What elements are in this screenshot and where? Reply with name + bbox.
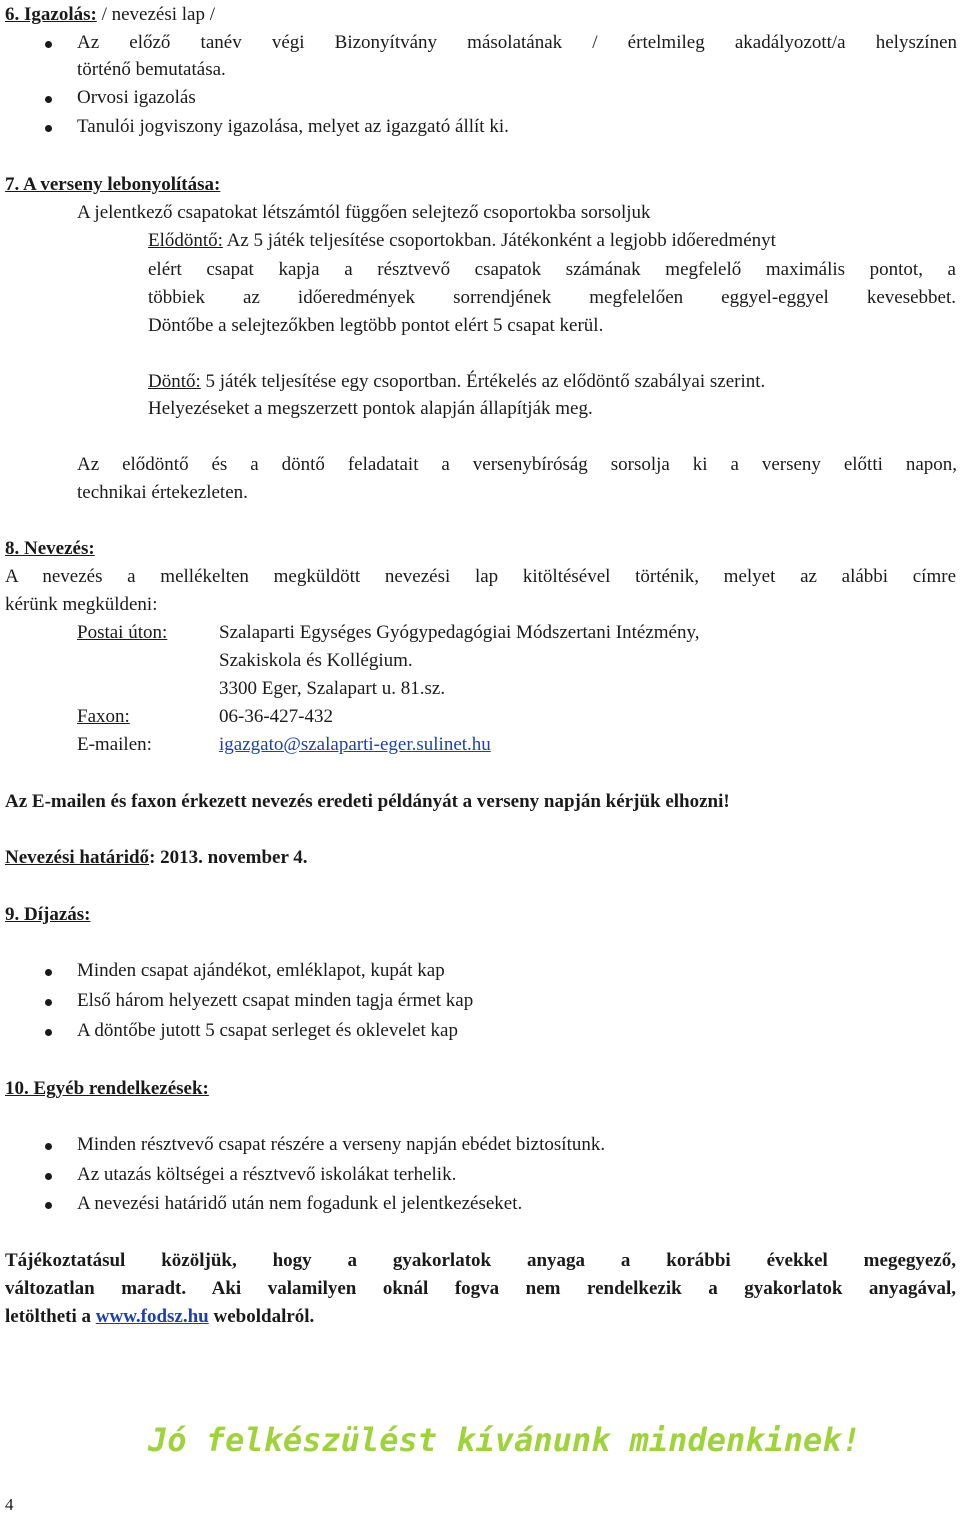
info-line-1: Tájékoztatásul közöljük, hogy a gyakorlatok anyaga a korábbi évekkel megegyező, (5, 1250, 956, 1271)
s8-warning: Az E-mailen és faxon érkezett nevezés eredeti példányát a verseny napján kérjük elhozni! (5, 791, 730, 812)
section-6-heading: 6. Igazolás: / nevezési lap / (5, 4, 216, 25)
bullet-icon (45, 41, 52, 48)
bullet-icon (45, 1029, 52, 1036)
postal-label: Postai úton: (77, 622, 168, 643)
fax-value: 06-36-427-432 (219, 706, 333, 727)
bullet-icon (45, 1143, 52, 1150)
s7-donto-line-1: Döntő: 5 játék teljesítése egy csoportban. Értékelés az elődöntő szabályai szerint. (148, 371, 766, 392)
closing-greeting: Jó felkészülést kívánunk mindenkinek! (148, 1421, 861, 1459)
s7-elodonto-line-4: Döntőbe a selejtezőkben legtöbb pontot elért 5 csapat kerül. (148, 315, 604, 336)
bullet-icon (45, 125, 52, 132)
s6-bullet-1-line-1: Az előző tanév végi Bizonyítvány másolatának / értelmileg akadályozott/a helyszínen (77, 32, 957, 53)
section-10-heading: 10. Egyéb rendelkezések: (5, 1078, 209, 1099)
s8-deadline: Nevezési határidő: 2013. november 4. (5, 847, 308, 868)
page-number: 4 (5, 1495, 14, 1514)
s7-elodonto-line-3: többiek az időeredmények sorrendjének megfelelően eggyel-eggyel kevesebbet. (148, 287, 956, 308)
s10-item-2: Az utazás költségei a résztvevő iskolákat terhelik. (77, 1164, 457, 1185)
section-8-heading: 8. Nevezés: (5, 538, 95, 559)
s7-elodonto-line-1: Elődöntő: Az 5 játék teljesítése csoportokban. Játékonként a legjobb időeredményt (148, 230, 776, 251)
bullet-icon (45, 999, 52, 1006)
bullet-icon (45, 969, 52, 976)
fax-label: Faxon: (77, 706, 130, 727)
s8-intro-line-1: A nevezés a mellékelten megküldött nevezési lap kitöltésével történik, melyet az alábbi címre (5, 566, 956, 587)
s10-item-3: A nevezési határidő után nem fogadunk el jelentkezéseket. (77, 1193, 523, 1214)
s9-item-2: Első három helyezett csapat minden tagja érmet kap (77, 990, 474, 1011)
s6-bullet-1-line-2: történő bemutatása. (77, 59, 226, 80)
fodsz-link[interactable]: www.fodsz.hu (95, 1306, 209, 1327)
s8-intro-line-2: kérünk megküldeni: (5, 594, 158, 615)
s7-elodonto-line-2: elért csapat kapja a résztvevő csapatok számának megfelelő maximális pontot, a (148, 259, 956, 280)
s7-note-line-1: Az elődöntő és a döntő feladatait a versenybíróság sorsolja ki a verseny előtti napon, (77, 454, 957, 475)
postal-address-line-1: Szalaparti Egységes Gyógypedagógiai Módszertani Intézmény, (219, 622, 700, 643)
bullet-icon (45, 1202, 52, 1209)
s9-item-3: A döntőbe jutott 5 csapat serleget és oklevelet kap (77, 1020, 458, 1041)
email-label: E-mailen: (77, 734, 152, 755)
section-9-heading: 9. Díjazás: (5, 904, 91, 925)
s7-note-line-2: technikai értekezleten. (77, 482, 248, 503)
postal-address-line-2: Szakiskola és Kollégium. (219, 650, 413, 671)
bullet-icon (45, 96, 52, 103)
info-line-2: változatlan maradt. Aki valamilyen oknál fogva nem rendelkezik a gyakorlatok anyagával, (5, 1278, 956, 1299)
section-7-heading: 7. A verseny lebonyolítása: (5, 174, 221, 195)
bullet-icon (45, 1173, 52, 1180)
info-line-3: letöltheti a www.fodsz.hu weboldalról. (5, 1306, 315, 1327)
s7-intro: A jelentkező csapatokat létszámtól függően selejtező csoportokba sorsoljuk (77, 202, 651, 223)
s6-bullet-2: Orvosi igazolás (77, 87, 196, 108)
s6-bullet-3: Tanulói jogviszony igazolása, melyet az igazgató állít ki. (77, 116, 509, 137)
postal-address-line-3: 3300 Eger, Szalapart u. 81.sz. (219, 678, 446, 699)
s7-donto-line-2: Helyezéseket a megszerzett pontok alapján állapítják meg. (148, 398, 593, 419)
s9-item-1: Minden csapat ajándékot, emléklapot, kupát kap (77, 960, 445, 981)
email-link[interactable]: igazgato@szalaparti-eger.sulinet.hu (219, 734, 491, 755)
s10-item-1: Minden résztvevő csapat részére a verseny napján ebédet biztosítunk. (77, 1134, 606, 1155)
